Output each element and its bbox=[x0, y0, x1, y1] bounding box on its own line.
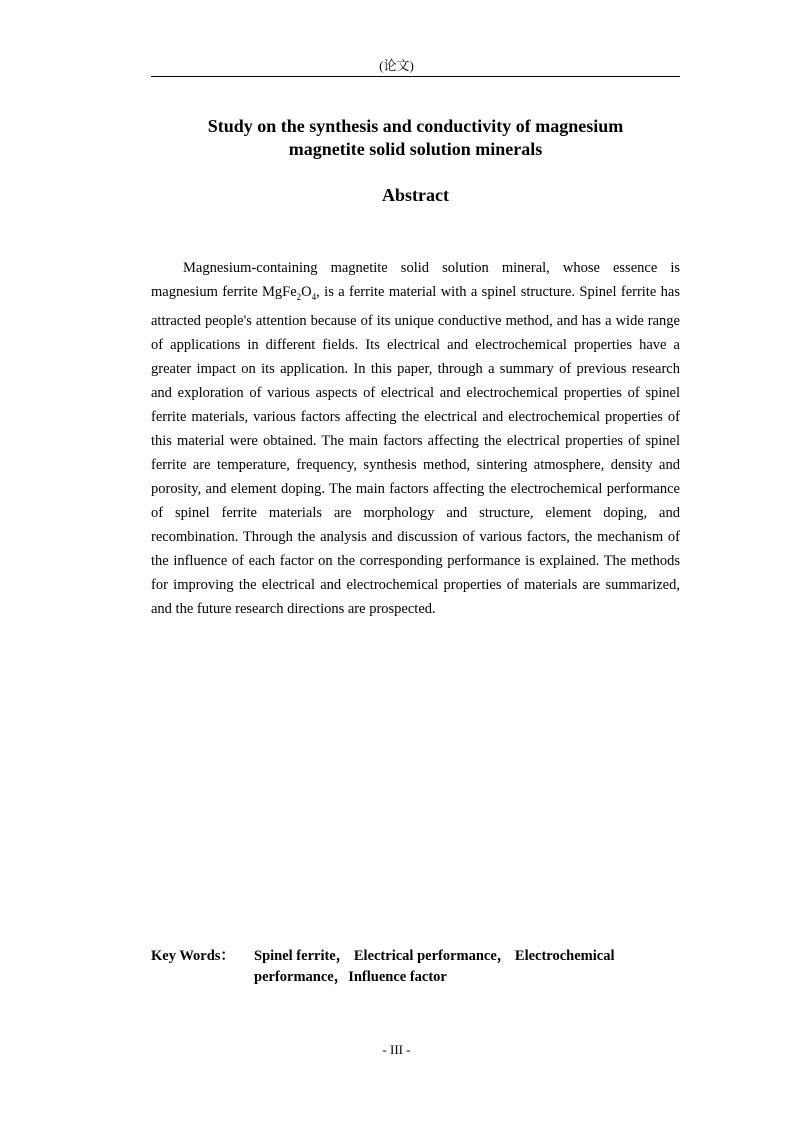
paper-title-line-1: Study on the synthesis and conductivity of magnesium bbox=[207, 116, 624, 136]
keywords-list: Spinel ferrite， Electrical performance， Electrochemical performance，Influence factor bbox=[254, 948, 615, 985]
paper-title-line-2: magnetite solid solution minerals bbox=[288, 139, 543, 159]
abstract-heading: Abstract bbox=[382, 185, 449, 205]
abstract-text-part-2: , is a ferrite material with a spinel structure. Spinel ferrite has attracted people's attention because of its unique conductive method, and has a wide range of applications in different fields. Its electrical and electrochemical properties have a greater impact on its application. In this paper, through a summary of previous research and exploration of various aspects of electrical and electrochemical properties of spinel ferrite materials, various factors affecting the electrical and electrochemical properties of this material were obtained. The main factors affecting the electrical properties of spinel ferrite are temperature, frequency, synthesis method, sintering atmosphere, density and porosity, and element doping. The main factors affecting the electrochemical performance of spinel ferrite materials are morphology and structure, element doping, and recombination. Through the analysis and discussion of various factors, the mechanism of the influence of each factor on the corresponding performance is explained. The methods for improving the electrical and electrochemical properties of materials are summarized, and the future research directions are prospected. bbox=[151, 284, 680, 617]
page-number: - III - bbox=[382, 1042, 411, 1057]
formula-subscript-4: 4 bbox=[311, 291, 317, 302]
keywords-section bbox=[151, 946, 680, 988]
abstract-text-part-1: Magnesium-containing magnetite solid solution mineral, whose essence is magnesium ferrite MgFe bbox=[151, 260, 680, 300]
running-header: (论文) bbox=[379, 58, 414, 73]
abstract-paragraph bbox=[151, 256, 680, 621]
formula-subscript-2: 2 bbox=[296, 291, 302, 302]
keywords-label: Key Words： bbox=[151, 948, 235, 964]
paper-title bbox=[151, 115, 680, 161]
formula-oxygen: O bbox=[301, 284, 312, 300]
header-rule bbox=[151, 76, 680, 77]
